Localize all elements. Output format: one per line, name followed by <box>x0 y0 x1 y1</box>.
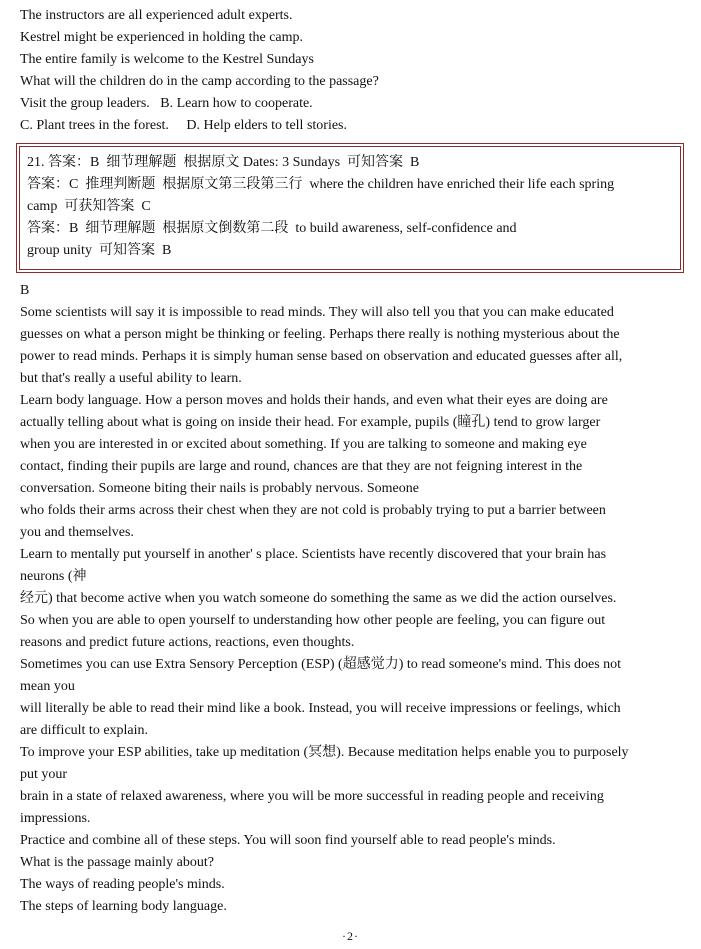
passage-line: Some scientists will say it is impossible to read minds. They will also tell you that you can make educated <box>20 305 614 320</box>
passage-line: reasons and predict future actions, reactions, even thoughts. <box>20 635 355 650</box>
option-line: The steps of learning body language. <box>20 899 227 914</box>
answer-line: camp 可获知答案 C <box>27 199 151 214</box>
passage-line: impressions. <box>20 811 91 826</box>
passage-line: you and themselves. <box>20 525 134 540</box>
page-number: ·2· <box>342 929 359 943</box>
passage-line: who folds their arms across their chest when they are not cold is probably trying to put a barrier between <box>20 503 606 518</box>
passage-line: actually telling about what is going on inside their head. For example, pupils (瞳孔) tend to grow larger <box>20 415 601 430</box>
answer-line: 21. 答案：B 细节理解题 根据原文 Dates: 3 Sundays 可知答案 B <box>27 155 420 170</box>
answer-line: 答案：B 细节理解题 根据原文倒数第二段 to build awareness, self-confidence and <box>27 221 517 236</box>
option-line: Visit the group leaders. B. Learn how to cooperate. <box>20 96 313 111</box>
passage-line: mean you <box>20 679 75 694</box>
section-label: B <box>20 283 30 298</box>
passage-line: will literally be able to read their mind like a book. Instead, you will receive impressions or feelings, which <box>20 701 621 716</box>
passage-line: put your <box>20 767 68 782</box>
passage-line: when you are interested in or excited about something. If you are talking to someone and making eye <box>20 437 587 452</box>
passage-line: neurons (神 <box>20 569 87 584</box>
passage-line: brain in a state of relaxed awareness, where you will be more successful in reading people and receiving <box>20 789 604 804</box>
option-line: The instructors are all experienced adult experts. <box>20 8 293 23</box>
option-line: Kestrel might be experienced in holding the camp. <box>20 30 304 45</box>
answer-key-box <box>19 146 681 270</box>
passage-line: power to read minds. Perhaps it is simply human sense based on observation and educated guesses after all, <box>20 349 623 364</box>
passage-line: 经元) that become active when you watch someone do something the same as we did the action ourselves. <box>20 591 617 606</box>
passage-line: Sometimes you can use Extra Sensory Perception (ESP) (超感觉力) to read someone's mind. This does not <box>20 657 622 672</box>
reading-passage <box>20 302 668 918</box>
passage-line: contact, finding their pupils are large and round, chances are that they are not feigning interest in the <box>20 459 583 474</box>
question-line: What is the passage mainly about? <box>20 855 214 870</box>
answer-line: group unity 可知答案 B <box>27 243 172 258</box>
question-line: What will the children do in the camp according to the passage? <box>20 74 379 89</box>
answer-line: 答案：C 推理判断题 根据原文第三段第三行 where the children have enriched their life each spring <box>27 177 615 192</box>
passage-line: Learn to mentally put yourself in another' s place. Scientists have recently discovered that your brain has <box>20 547 607 562</box>
passage-line: but that's really a useful ability to learn. <box>20 371 242 386</box>
option-line: The entire family is welcome to the Kestrel Sundays <box>20 52 314 67</box>
passage-line: So when you are able to open yourself to understanding how other people are feeling, you can figure out <box>20 613 606 628</box>
previous-question-options <box>20 5 668 137</box>
document-page <box>20 5 668 918</box>
option-line: C. Plant trees in the forest. D. Help elders to tell stories. <box>20 118 347 133</box>
passage-line: guesses on what a person might be thinking or feeling. Perhaps there really is nothing mysterious about the <box>20 327 620 342</box>
passage-line: To improve your ESP abilities, take up meditation (冥想). Because meditation helps enable you to purposely <box>20 745 629 760</box>
passage-line: conversation. Someone biting their nails is probably nervous. Someone <box>20 481 419 496</box>
option-line: The ways of reading people's minds. <box>20 877 225 892</box>
passage-line: Learn body language. How a person moves and holds their hands, and even what their eyes are doing are <box>20 393 608 408</box>
passage-line: are difficult to explain. <box>20 723 149 738</box>
passage-line: Practice and combine all of these steps. You will soon find yourself able to read people's minds. <box>20 833 556 848</box>
